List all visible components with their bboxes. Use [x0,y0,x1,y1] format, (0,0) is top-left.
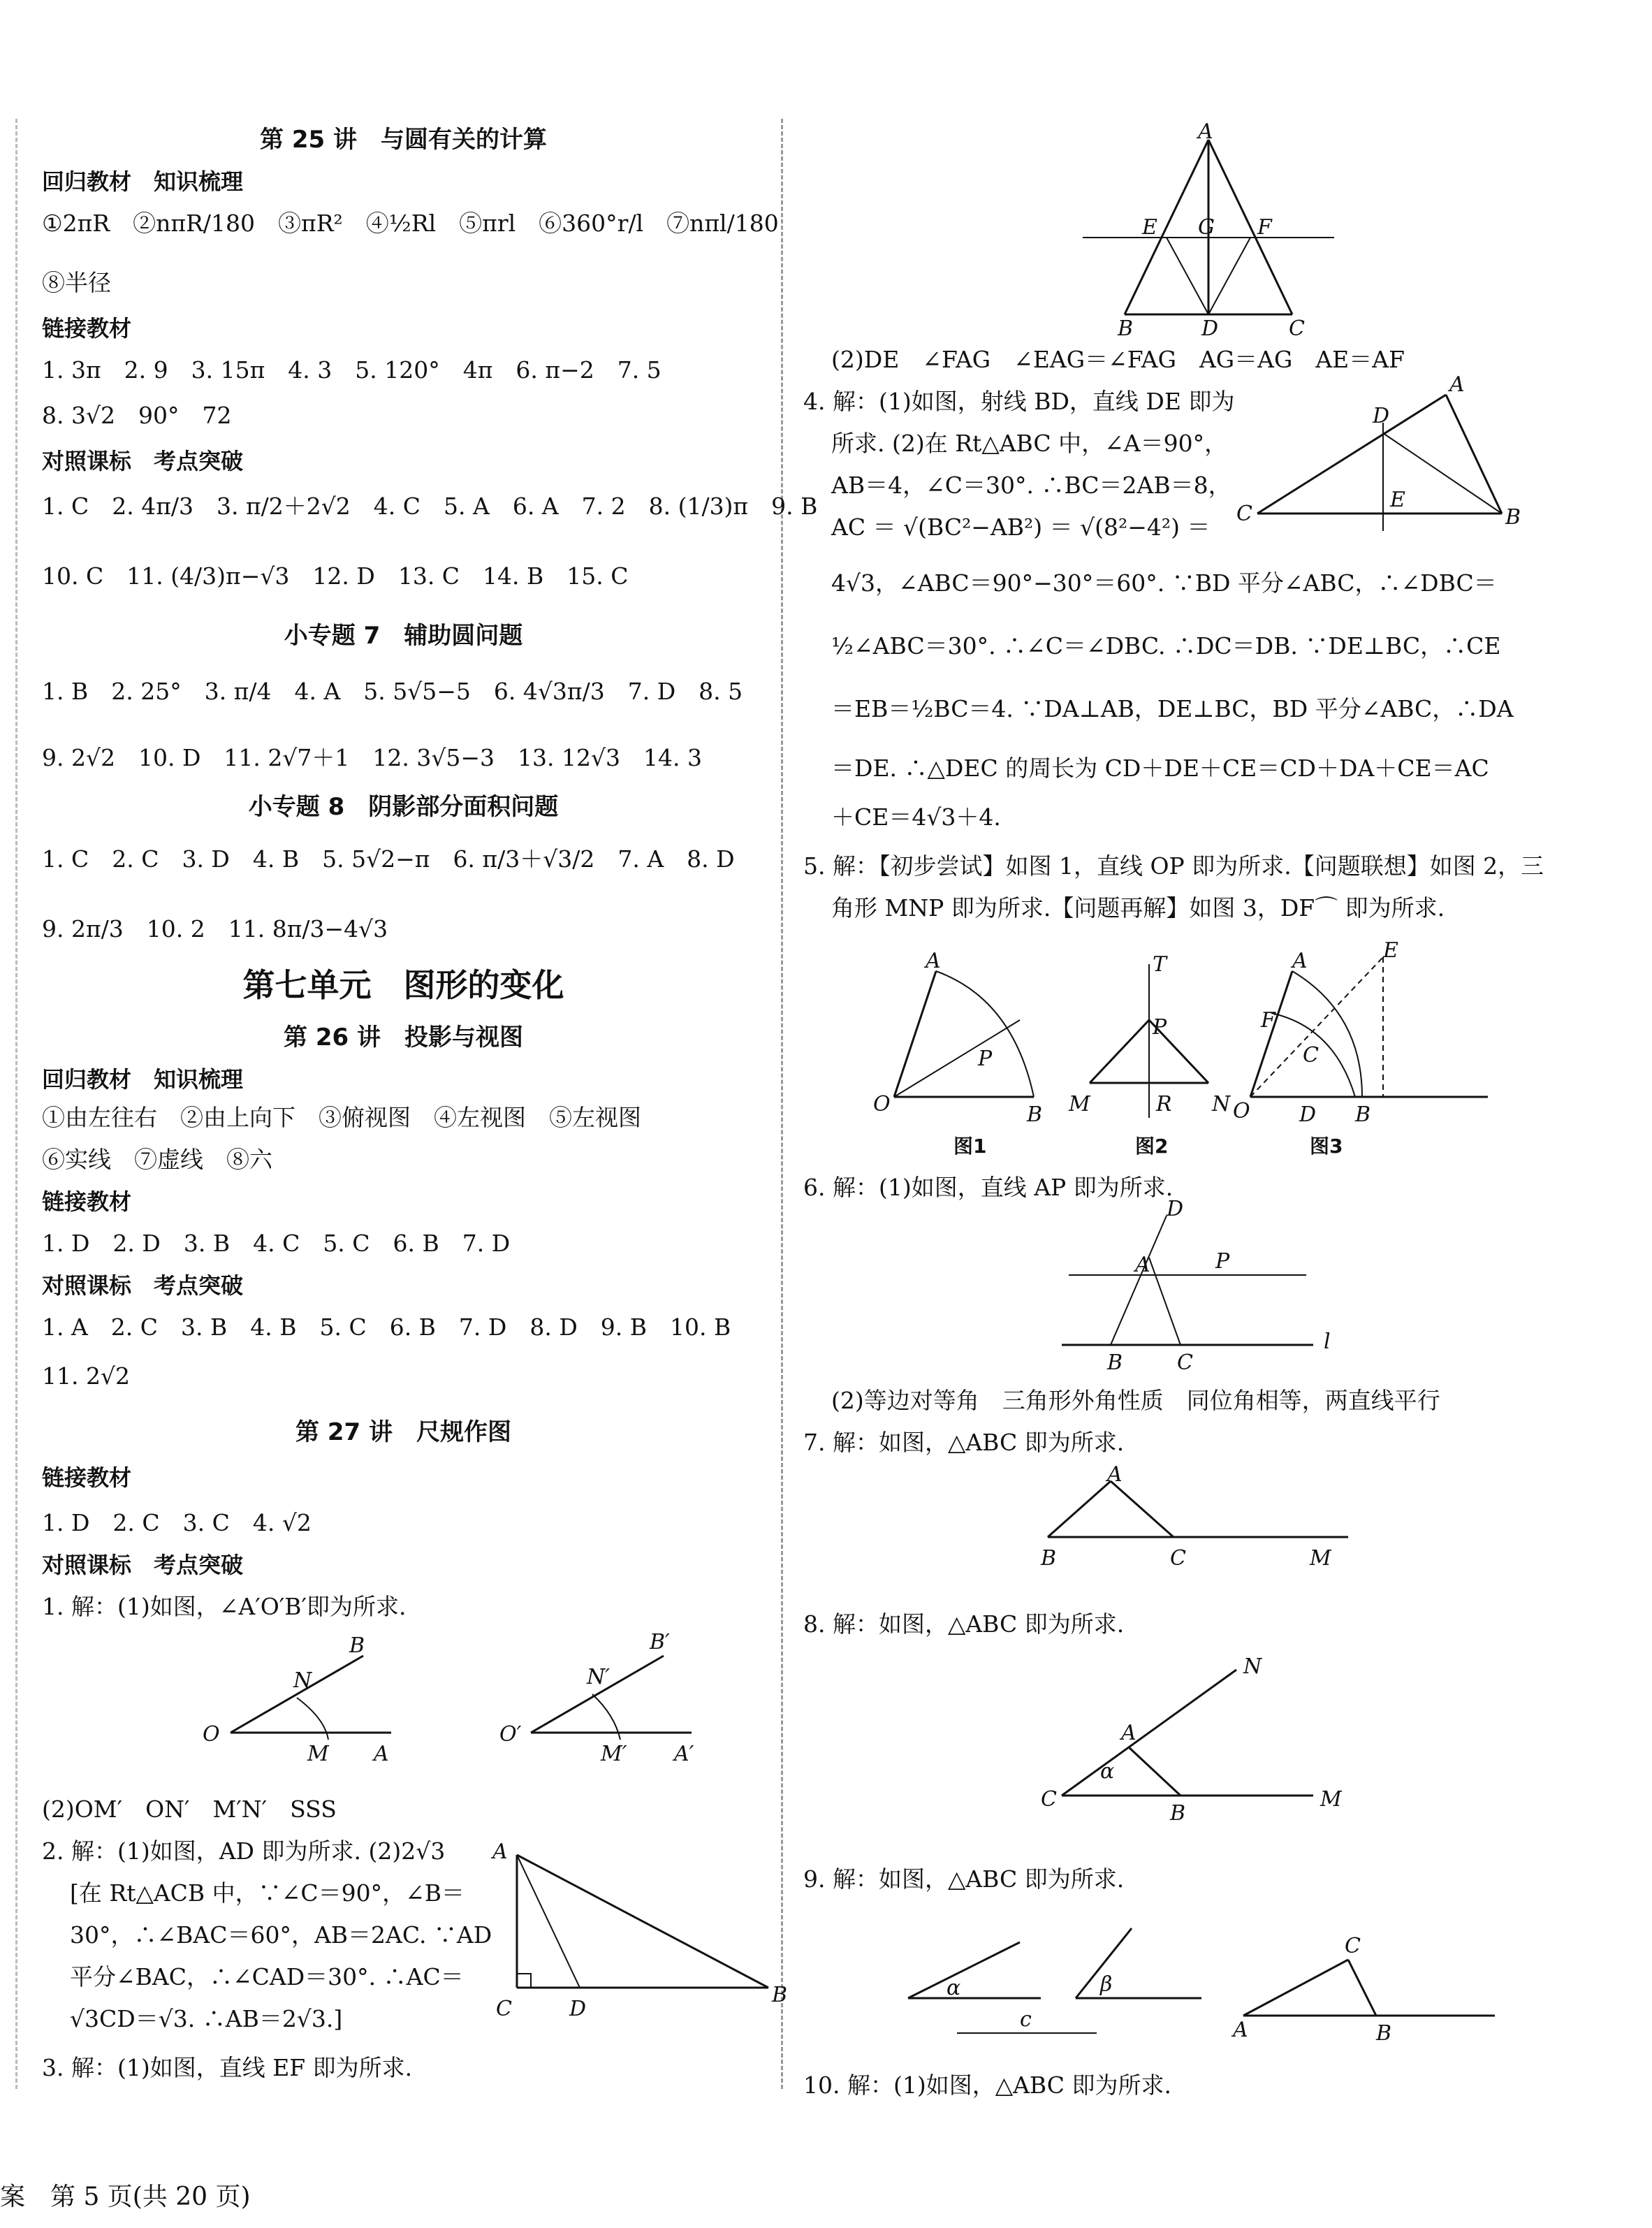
solution-line: [在 Rt△ACB 中，∵∠C＝90°，∠B＝ [70,1879,465,1907]
svg-text:B: B [1041,1546,1057,1571]
svg-text:M: M [1310,1546,1331,1571]
svg-text:l: l [1324,1330,1331,1354]
lecture-26-title: 第 26 讲 投影与视图 [284,1024,523,1051]
answers-line: 1. 3π 2. 9 3. 15π 4. 3 5. 120° 4π 6. π−2 7. 5 [42,356,661,384]
svg-text:α: α [1100,1759,1115,1784]
section-link: 链接教材 [42,1464,132,1491]
svg-text:B: B [1170,1801,1186,1826]
svg-text:R: R [1156,1092,1172,1116]
section-link: 链接教材 [42,315,132,342]
svg-text:A: A [1292,949,1308,973]
svg-text:C: C [1236,502,1252,526]
svg-text:B′: B′ [650,1630,670,1654]
svg-text:C: C [1177,1350,1193,1375]
parallel-lines-figure [1055,1197,1348,1375]
svg-text:N′: N′ [587,1665,611,1689]
left-margin-line [15,119,17,2089]
svg-text:G: G [1198,215,1215,240]
svg-text:A: A [1233,2018,1248,2042]
equilateral-triangle-figure [1069,119,1362,341]
triangle-abc-figure [1236,372,1530,541]
fig1-caption: 图1 [953,1135,987,1158]
angle-copy-figure [182,1628,740,1775]
svg-text:N: N [1212,1092,1231,1116]
svg-text:C: C [1303,1043,1319,1068]
triangle-q9-figure [887,1914,1516,2082]
topic-7-title: 小专题 7 辅助圆问题 [284,622,523,650]
knowledge-items-2: ⑧半径 [42,269,111,296]
triangle-q7-figure [1034,1462,1397,1579]
solution-line: ＝DE. ∴△DEC 的周长为 CD＋DE＋CE＝CD＋DA＋CE＝AC [831,755,1489,782]
solution-line: 所求. (2)在 Rt△ABC 中，∠A＝90°， [831,430,1228,457]
answers-line: 1. A 2. C 3. B 4. B 5. C 6. B 7. D 8. D 9. B 10. B [42,1313,731,1341]
three-construction-figures [873,938,1502,1160]
svg-text:M: M [1069,1092,1090,1116]
svg-text:B: B [1376,2021,1392,2046]
svg-text:O: O [873,1092,891,1116]
section-standard: 对照课标 考点突破 [42,1272,244,1299]
svg-text:N: N [1243,1654,1262,1679]
svg-text:B: B [772,1983,788,2007]
solution-line: ＝EB＝½BC＝4. ∵DA⊥AB，DE⊥BC，BD 平分∠ABC，∴DA [831,695,1514,722]
page-footer: 案 第 5 页(共 20 页) [0,2183,251,2211]
solution-line: AC ＝ √(BC²−AB²) ＝ √(8²−4²) ＝ [831,514,1211,541]
svg-text:O: O [203,1722,220,1747]
solution-line: 6. 解：(1)如图，直线 AP 即为所求. [803,1174,1174,1201]
svg-text:O′: O′ [499,1722,522,1747]
svg-text:P: P [1153,1015,1167,1040]
answers-line: 8. 3√2 90° 72 [42,402,232,429]
svg-text:α: α [946,1976,961,2000]
svg-text:P: P [978,1047,993,1071]
svg-text:A: A [374,1742,389,1766]
svg-text:A′: A′ [674,1742,694,1766]
svg-text:A: A [1121,1721,1136,1745]
section-standard: 对照课标 考点突破 [42,1552,244,1578]
svg-text:B: B [1505,505,1521,530]
svg-text:C: C [496,1997,512,2021]
svg-text:N: N [293,1668,312,1693]
svg-text:M: M [307,1742,329,1766]
svg-text:E: E [1142,215,1157,240]
svg-text:B: B [1107,1350,1123,1375]
fig3-caption: 图3 [1310,1135,1343,1158]
solution-line: 3. 解：(1)如图，直线 EF 即为所求. [42,2054,413,2081]
svg-text:B: B [349,1633,365,1658]
solution-line: 平分∠BAC，∴∠CAD＝30°. ∴AC＝ [70,1963,464,1990]
knowledge-items: ①由左往右 ②由上向下 ③俯视图 ④左视图 ⑤左视图 [42,1104,641,1131]
svg-text:F: F [1261,1008,1275,1033]
fig2-caption: 图2 [1135,1135,1169,1158]
solution-line: 9. 解：如图，△ABC 即为所求. [803,1865,1125,1893]
answers-line: 9. 2√2 10. D 11. 2√7＋1 12. 3√5−3 13. 12√3 14. 3 [42,744,702,771]
answers-line: 1. B 2. 25° 3. π/4 4. A 5. 5√5−5 6. 4√3π/3 7. D 8. 5 [42,678,743,705]
column-divider [781,119,783,2089]
svg-text:A: A [492,1840,508,1864]
solution-line: 7. 解：如图，△ABC 即为所求. [803,1429,1125,1456]
section-standard: 对照课标 考点突破 [42,448,244,474]
svg-text:C: C [1041,1787,1057,1812]
answers-line: 1. D 2. C 3. C 4. √2 [42,1509,312,1536]
solution-line: (2)等边对等角 三角形外角性质 同位角相等，两直线平行 [831,1387,1440,1414]
svg-text:C: C [1289,316,1305,341]
solution-line: 8. 解：如图，△ABC 即为所求. [803,1610,1125,1638]
section-review: 回归教材 知识梳理 [42,168,244,195]
solution-line: 1. 解：(1)如图，∠A′O′B′即为所求. [42,1593,407,1620]
section-link: 链接教材 [42,1188,132,1215]
knowledge-items: ①2πR ②nπR/180 ③πR² ④½Rl ⑤πrl ⑥360°r/l ⑦nπl/180 [42,210,779,237]
svg-text:O: O [1233,1099,1250,1123]
solution-line: AB＝4，∠C＝30°. ∴BC＝2AB＝8， [831,472,1231,499]
svg-text:A: A [1107,1462,1123,1487]
answers-line: 1. C 2. 4π/3 3. π/2＋2√2 4. C 5. A 6. A 7. 2 8. (1/3)π 9. B [42,493,818,520]
knowledge-items-2: ⑥实线 ⑦虚线 ⑧六 [42,1146,272,1173]
svg-text:F: F [1257,215,1272,240]
topic-8-title: 小专题 8 阴影部分面积问题 [248,793,559,821]
right-triangle-figure [489,1841,789,2023]
solution-line: ＋CE＝4√3＋4. [831,803,1001,831]
solution-line: 10. 解：(1)如图，△ABC 即为所求. [803,2072,1172,2099]
svg-text:B: B [1027,1102,1043,1127]
solution-line: 4. 解：(1)如图，射线 BD，直线 DE 即为 [803,388,1235,415]
solution-line: (2)OM′ ON′ M′N′ SSS [42,1796,337,1823]
section-review: 回归教材 知识梳理 [42,1066,244,1093]
svg-text:C: C [1170,1546,1186,1571]
svg-text:A: A [1449,372,1465,397]
svg-text:D: D [1201,316,1219,341]
svg-text:D: D [1373,404,1390,428]
answers-line: 1. C 2. C 3. D 4. B 5. 5√2−π 6. π/3＋√3/2 7. A 8. D [42,845,735,873]
svg-text:A: A [1135,1253,1150,1277]
svg-text:M′: M′ [601,1742,627,1766]
unit-7-title: 第七单元 图形的变化 [242,966,564,1004]
lecture-27-title: 第 27 讲 尺规作图 [295,1418,511,1446]
svg-text:B: B [1355,1102,1371,1127]
svg-text:A: A [1198,119,1213,144]
solution-line: ½∠ABC＝30°. ∴∠C＝∠DBC. ∴DC＝DB. ∵DE⊥BC，∴CE [831,632,1501,660]
triangle-q8-figure [1034,1656,1425,1837]
answers-line: 1. D 2. D 3. B 4. C 5. C 6. B 7. D [42,1230,511,1257]
answers-line: 9. 2π/3 10. 2 11. 8π/3−4√3 [42,915,388,942]
solution-line: √3CD＝√3. ∴AB＝2√3.] [70,2005,343,2032]
svg-text:A: A [926,949,941,973]
svg-text:c: c [1020,2007,1032,2032]
svg-text:E: E [1390,488,1405,512]
svg-text:D: D [569,1997,587,2021]
solution-line: 5. 解：【初步尝试】如图 1，直线 OP 即为所求.【问题联想】如图 2，三 [803,852,1544,880]
svg-text:D: D [1299,1102,1317,1127]
svg-text:M: M [1320,1787,1342,1812]
solution-line: 角形 MNP 即为所求.【问题再解】如图 3，DF⌒ 即为所求. [831,894,1445,922]
solution-line: 30°，∴∠BAC＝60°，AB＝2AC. ∵AD [70,1921,492,1949]
solution-line: (2)DE ∠FAG ∠EAG＝∠FAG AG＝AG AE＝AF [831,346,1405,373]
solution-line: 2. 解：(1)如图，AD 即为所求. (2)2√3 [42,1837,446,1865]
svg-text:E: E [1383,938,1398,963]
svg-text:C: C [1345,1934,1361,1958]
svg-text:D: D [1167,1197,1184,1221]
solution-line: 4√3，∠ABC＝90°−30°＝60°. ∵BD 平分∠ABC，∴∠DBC＝ [831,569,1497,597]
svg-text:P: P [1215,1249,1230,1274]
svg-text:T: T [1153,952,1167,977]
svg-text:β: β [1100,1972,1113,1997]
answers-line: 10. C 11. (4/3)π−√3 12. D 13. C 14. B 15. C [42,562,629,590]
lecture-25-title: 第 25 讲 与圆有关的计算 [260,126,547,154]
svg-text:B: B [1118,316,1134,341]
answers-line: 11. 2√2 [42,1362,130,1390]
